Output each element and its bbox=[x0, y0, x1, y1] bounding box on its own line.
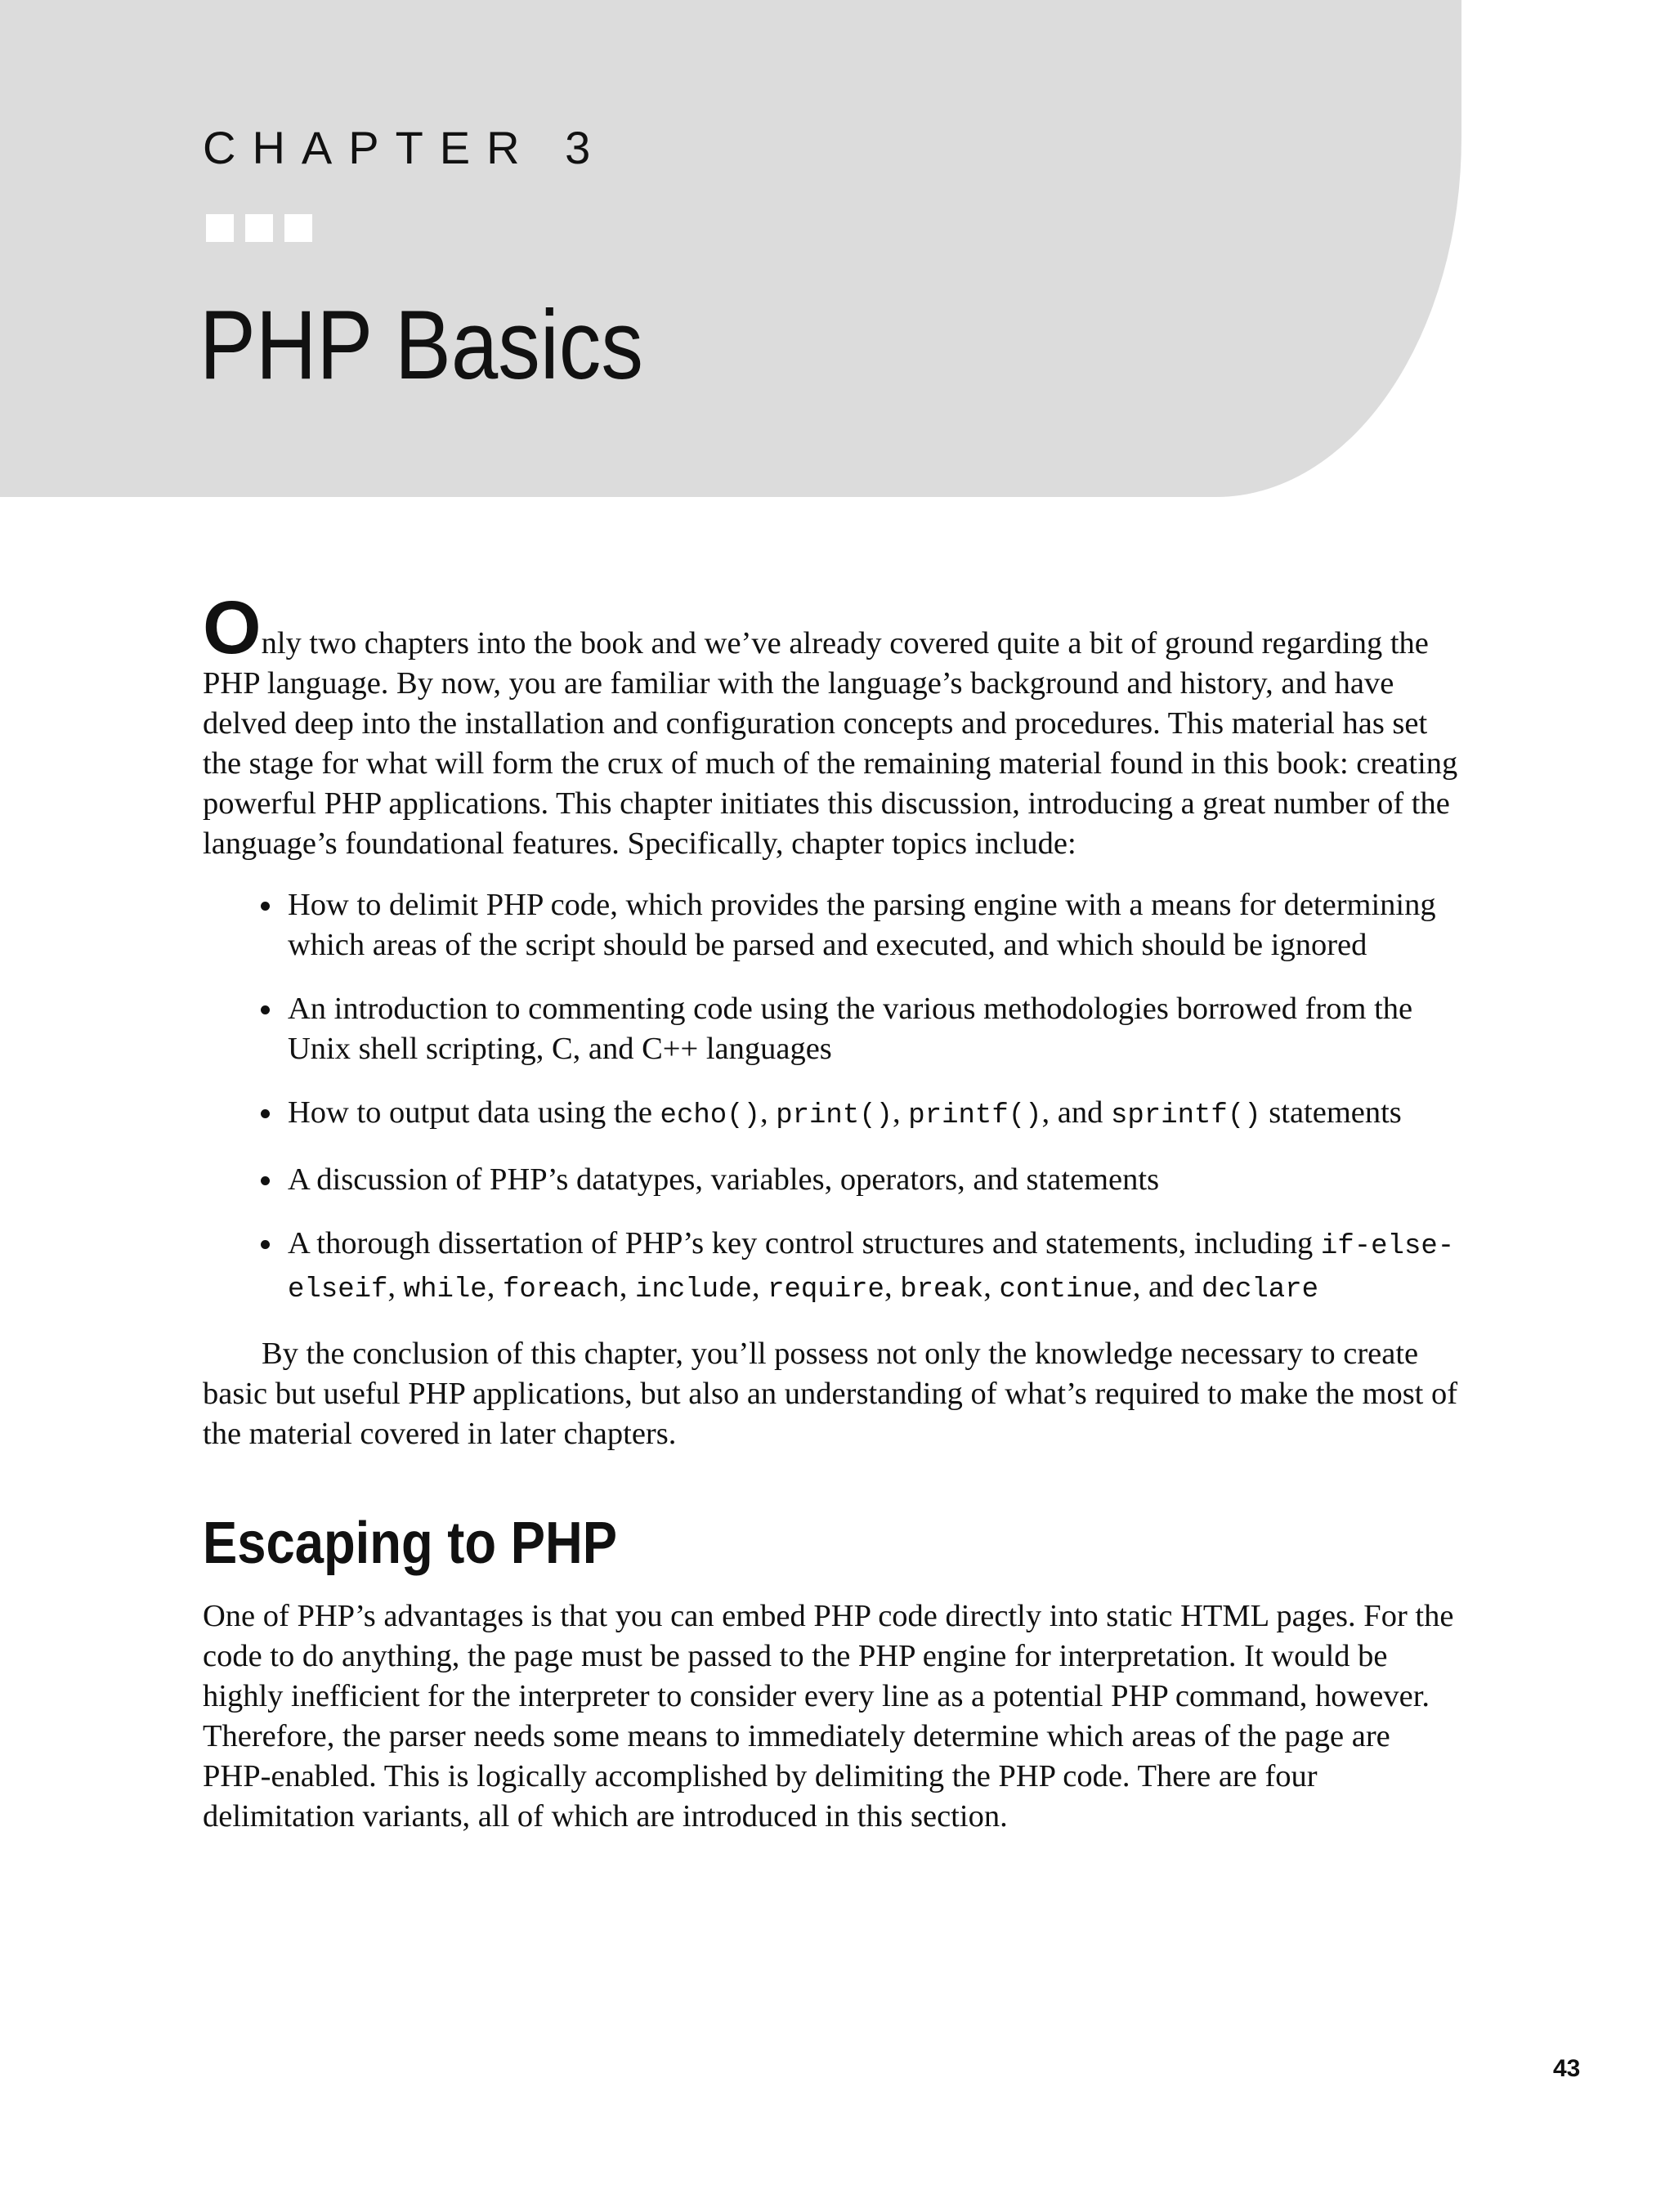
intro-paragraph bbox=[203, 586, 1461, 864]
separator: , and bbox=[1041, 1095, 1111, 1130]
code-print: print() bbox=[776, 1100, 893, 1131]
chapter-topics-list bbox=[203, 885, 1461, 1310]
page-number: 43 bbox=[1553, 2055, 1581, 2082]
separator: , bbox=[751, 1269, 768, 1304]
chapter-body bbox=[203, 586, 1461, 1837]
code-declare: declare bbox=[1202, 1274, 1318, 1305]
code-continue: continue bbox=[999, 1274, 1133, 1305]
ornament-square-icon bbox=[206, 214, 234, 242]
list-item bbox=[288, 1224, 1461, 1310]
drop-cap: O bbox=[203, 586, 262, 669]
list-item bbox=[288, 1093, 1461, 1136]
code-break: break bbox=[900, 1274, 984, 1305]
topic-text: How to delimit PHP code, which provides the parsing engine with a means for determining which areas of the script should be parsed and executed, and which should be ignored bbox=[288, 888, 1436, 962]
separator: , bbox=[983, 1269, 1000, 1304]
ornament-square-icon bbox=[245, 214, 273, 242]
chapter-ornament bbox=[206, 214, 312, 242]
topic-text: A discussion of PHP’s datatypes, variables, operators, and statements bbox=[288, 1162, 1160, 1197]
code-while: while bbox=[403, 1274, 487, 1305]
topic-text: How to output data using the bbox=[288, 1095, 660, 1130]
separator: , bbox=[759, 1095, 777, 1130]
separator: , bbox=[619, 1269, 636, 1304]
topic-text: A thorough dissertation of PHP’s key control structures and statements, including bbox=[288, 1226, 1321, 1260]
ornament-square-icon bbox=[284, 214, 312, 242]
separator: , bbox=[884, 1269, 901, 1304]
separator: , and bbox=[1132, 1269, 1202, 1304]
chapter-label: CHAPTER 3 bbox=[203, 122, 607, 173]
chapter-header-panel bbox=[0, 0, 1461, 497]
list-item bbox=[288, 1160, 1461, 1200]
code-foreach: foreach bbox=[502, 1274, 620, 1305]
code-sprintf: sprintf() bbox=[1111, 1100, 1261, 1131]
code-include: include bbox=[635, 1274, 752, 1305]
list-item bbox=[288, 989, 1461, 1069]
separator: , bbox=[486, 1269, 503, 1304]
topic-text: statements bbox=[1260, 1095, 1402, 1130]
code-if-else-elseif: if-else-elseif bbox=[288, 1231, 1455, 1305]
intro-text: nly two chapters into the book and we’ve already covered quite a bit of ground regarding the PHP language. By now, you are familiar with the language’s background and history, and have delved deep into the installation and configuration concepts and procedures. This material has set the stage for what will form the crux of much of the remaining material found in this book: creating powerful PHP applications. This chapter initiates this discussion, introducing a great number of the language’s foundational features. Specifically, chapter topics include: bbox=[203, 626, 1458, 861]
conclusion-paragraph: By the conclusion of this chapter, you’ll possess not only the knowledge necessary to create basic but useful PHP applications, but also an understanding of what’s required to make the most of the material covered in later chapters. bbox=[203, 1337, 1458, 1451]
code-printf: printf() bbox=[908, 1100, 1042, 1131]
code-require: require bbox=[768, 1274, 884, 1305]
code-echo: echo() bbox=[660, 1100, 760, 1131]
topic-text: An introduction to commenting code using the various methodologies borrowed from the Unix shell scripting, C, and C++ languages bbox=[288, 992, 1413, 1066]
section-body-paragraph: One of PHP’s advantages is that you can embed PHP code directly into static HTML pages. For the code to do anything, the page must be passed to the PHP engine for interpretation. It would be highly inefficient for the interpreter to consider every line as a potential PHP command, however. Therefore, the parser needs some means to immediately determine which areas of the page are PHP-enabled. This is logically accomplished by delimiting the PHP code. There are four delimitation variants, all of which are introduced in this section. bbox=[203, 1599, 1454, 1834]
section-heading: Escaping to PHP bbox=[203, 1511, 617, 1576]
separator: , bbox=[893, 1095, 909, 1130]
chapter-title: PHP Basics bbox=[199, 290, 643, 400]
list-item bbox=[288, 885, 1461, 965]
separator: , bbox=[387, 1269, 404, 1304]
